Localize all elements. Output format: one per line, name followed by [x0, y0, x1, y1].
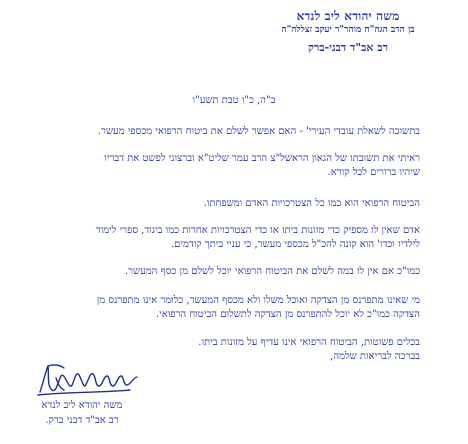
letterhead-name: משה יהודא ליב לנדא: [296, 9, 400, 23]
paragraph-line: ראיתי את תשובתו של הגאון הראשל"צ הרב עמר שליט"א וברצוני לפשט את דבריו: [104, 153, 420, 164]
letterhead-lineage: בן הרב הגה"ח מוהר"ר יעקב זצללה"ה: [281, 25, 415, 35]
paragraph-line: כמו"כ אם אין לו במה לשלם את הביטוח הרפואי יוכל לשלם מן כסף המעשר.: [124, 266, 420, 277]
letterhead: [248, 8, 448, 55]
paragraph-line: בכלים פשוטות, הביטוח הרפואי אינו עדיף על מזונות ביתו.: [198, 337, 420, 348]
signatory-title: רב אב"ד דבני ברק.: [45, 415, 119, 426]
paragraph-charity: [20, 294, 420, 322]
paragraph-line: אדם שאין לו מספיק כדי מזונות ביתו או כדי הצטרכויות אחרות כמו ביגוד, ספרי לימוד: [95, 225, 420, 236]
paragraph-question: [20, 125, 420, 139]
letter-date: ב"ה, כ"ו טבת תשע"ו: [192, 95, 276, 106]
paragraph-principle: [20, 197, 420, 211]
paragraph-insurance: [20, 265, 420, 279]
handwritten-signature: [34, 362, 144, 398]
paragraph-closing: [20, 336, 420, 364]
paragraph-line: הביטוח הרפואי הוא כמו כל הצטרכויות האדם ומשפחתו.: [203, 198, 420, 209]
closing-blessing: בברכה לבריאות שלמה,: [330, 351, 420, 362]
letterhead-title: רב אב"ד דבני-ברק: [308, 41, 388, 54]
paragraph-line: מי שאינו מתפרנס מן הצדקה ואוכל משלו ולא מכסף המעשר, כלומר אינו מתפרנס מן: [96, 295, 420, 306]
paragraph-intro: [20, 152, 420, 180]
paragraph-line: לילדיו וכדו' הוא קונה להכ"ל מכספי מעשר, כי עניי ביתך קודמים.: [170, 239, 420, 250]
signatory-name: משה יהודא ליב לנדא: [41, 400, 123, 411]
paragraph-line: שיהיו ברורים לכל קורא.: [327, 167, 420, 178]
paragraph-line: הצדקה כמו"כ לא יוכל להתפרנס מן הצדקה לתשלום הביטוח הרפואי.: [155, 309, 420, 320]
paragraph-line: בתשובה לשאלת עובדי העירי' - האם אפשר לשלם את ביטוח הרפואי מכספי מעשר.: [97, 126, 420, 137]
paragraph-needs: [20, 224, 420, 252]
